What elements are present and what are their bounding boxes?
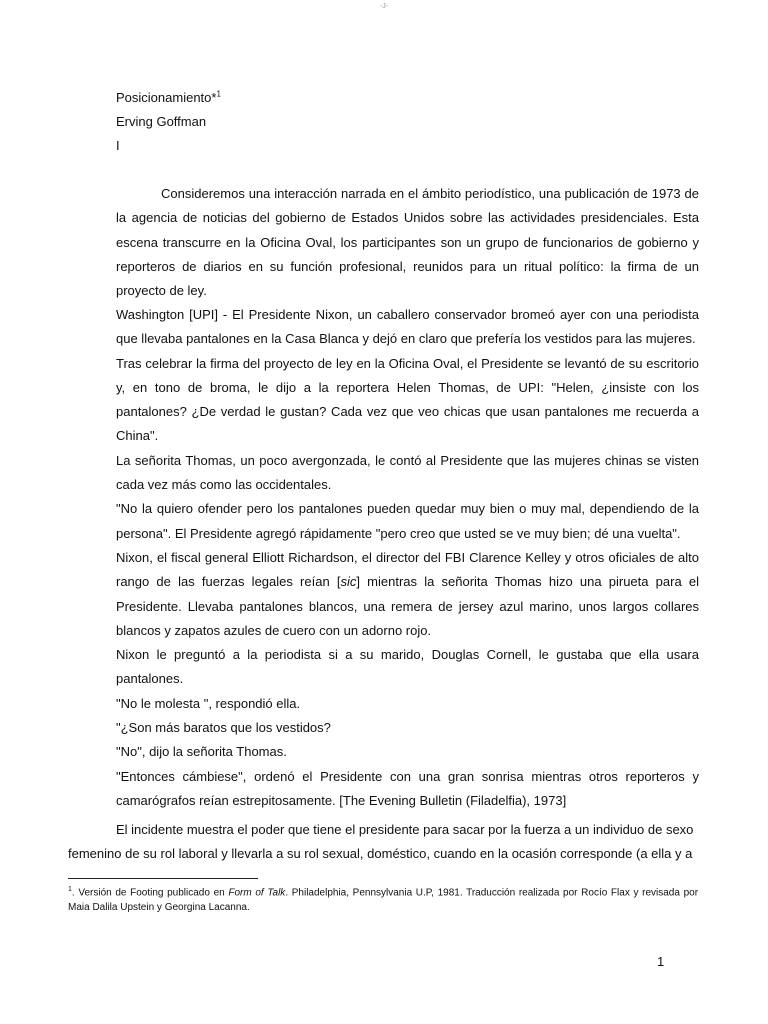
news-quote-block bbox=[116, 303, 699, 813]
quote-paragraph-3: La señorita Thomas, un poco avergonzada, le contó al Presidente que las mujeres chinas se visten cada vez más como las occidentales. bbox=[116, 452, 699, 493]
quote-paragraph-1: Washington [UPI] - El Presidente Nixon, un caballero conservador bromeó ayer con una periodista que llevaba pantalones en la Casa Blanca y dejó en claro que prefería los vestidos para las mujeres. bbox=[116, 307, 699, 347]
footnote: $^1$. Versión de Footing publicado en Form of Talk. Philadelphia, Pennsylvania U.P, 1981. Traducción realizada por Rocío Flax y revisada por Maia Dalila Upstein y Georgina Lacanna. bbox=[68, 886, 699, 914]
intro-paragraph: Consideremos una interacción narrada en el ámbito periodístico, una publicación de 1973 de la agencia de noticias del gobierno de Estados Unidos sobre las actividades presidenciales. Esta escena transcurre en la Oficina Oval, los participantes son un grupo de funcionarios de gobierno y reporteros de diarios en su función profesional, reunidos para un ritual político: la firma de un proyecto de ley. bbox=[116, 186, 699, 299]
document-title: Posicionamiento*$^1$ bbox=[116, 89, 221, 105]
quote-paragraph-9: "No", dijo la señorita Thomas. bbox=[116, 744, 287, 760]
footnote-book-title: Form of Talk bbox=[228, 887, 286, 899]
quote-paragraph-8: "¿Son más baratos que los vestidos? bbox=[116, 720, 331, 736]
quote-paragraph-7: "No le molesta ", respondió ella. bbox=[116, 695, 301, 711]
footnote-number: 1 bbox=[68, 886, 72, 893]
heading-block bbox=[116, 86, 221, 158]
quote-paragraph-2: Tras celebrar la firma del proyecto de ley en la Oficina Oval, el Presidente se levantó de su escritorio y, en tono de broma, le dijo a la reportera Helen Thomas, de UPI: "Helen, ¿insiste con los pantalones? ¿De verdad le gustan? Cada vez que veo chicas que usan pantalones me recuerda a China". bbox=[116, 355, 699, 444]
page-number: 1 bbox=[657, 954, 665, 969]
title-footnote-ref: 1 bbox=[216, 89, 221, 99]
analysis-line-1: El incidente muestra el poder que tiene el presidente para sacar por la fuerza a un individuo de sexo bbox=[116, 822, 694, 837]
header-mark: -J- bbox=[379, 3, 389, 10]
analysis-line-2: femenino de su rol laboral y llevarla a su rol sexual, doméstico, cuando en la ocasión corresponde (a ella y a bbox=[68, 846, 693, 861]
section-number: I bbox=[116, 138, 120, 153]
sic-marker: sic bbox=[340, 574, 357, 590]
quote-paragraph-10: "Entonces cámbiese", ordenó el Presidente con una gran sonrisa mientras otros reporteros y camarógrafos reían estrepitosamente. [The Evening Bulletin (Filadelfia), 1973] bbox=[116, 768, 699, 808]
quote-paragraph-4: "No la quiero ofender pero los pantalones pueden quedar muy bien o muy mal, dependiendo de la persona". El Presidente agregó rápidamente "pero creo que usted se ve muy bien; dé una vuelta". bbox=[116, 501, 699, 541]
footnote-separator bbox=[68, 878, 258, 879]
quote-paragraph-6: Nixon le preguntó a la periodista si a su marido, Douglas Cornell, le gustaba que ella usara pantalones. bbox=[116, 647, 699, 687]
quote-paragraph-5: Nixon, el fiscal general Elliott Richardson, el director del FBI Clarence Kelley y otros oficiales de alto rango de las fuerzas legales reían [sic] mientras la señorita Thomas hizo una pirueta para el Presidente. Llevaba pantalones blancos, una remera de jersey azul marino, unos largos collares blancos y zapatos azules de cuero con un adorno rojo. bbox=[116, 549, 700, 638]
author-name: Erving Goffman bbox=[116, 114, 207, 129]
